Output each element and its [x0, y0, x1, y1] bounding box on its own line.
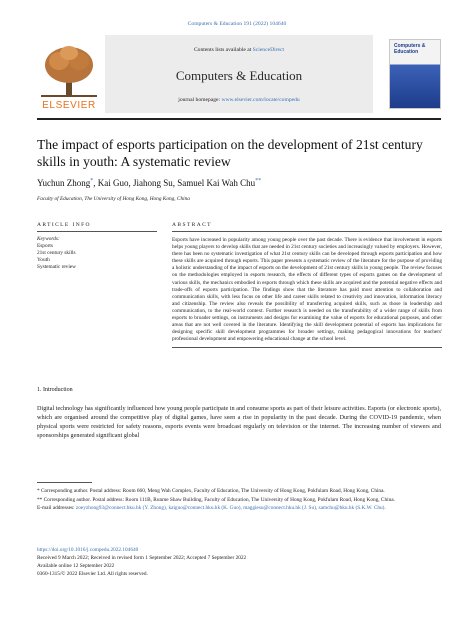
article-info-divider: [37, 231, 157, 232]
author-mark[interactable]: *: [90, 178, 94, 184]
author-mark-2[interactable]: **: [255, 178, 262, 184]
footnote-divider: [37, 482, 92, 483]
article-info-heading: ARTICLE INFO: [37, 222, 91, 228]
keywords-label: Keywords:: [37, 236, 60, 242]
journal-citation[interactable]: Computers & Education 191 (2022) 104640: [187, 21, 287, 27]
footnote-emails: [37, 505, 441, 513]
journal-name: Computers & Education: [175, 68, 303, 83]
footnote-corresponding-2: ** Corresponding author. Postal address: Room 111B, Runme Shaw Building, Faculty of Education, The University of Hong Kong, Pokfulam Road, Hong Kong, China.: [37, 496, 395, 503]
journal-header: [37, 35, 441, 113]
cover-title: Computers & Education: [394, 43, 426, 55]
abstract-divider: [172, 231, 442, 232]
available-online: Available online 12 September 2022: [37, 563, 115, 569]
keyword-item[interactable]: Systematic review: [37, 264, 76, 270]
author-rest[interactable]: , Kai Guo, Jiahong Su, Samuel Kai Wah Chu: [93, 178, 256, 188]
section-heading-introduction: 1. Introduction: [37, 387, 73, 393]
received-dates: Received 9 March 2022; Received in revised form 1 September 2022; Accepted 7 September 2022: [37, 555, 247, 561]
footnote-corresponding-1: * Corresponding author. Postal address: Room 660, Meng Wah Complex, Faculty of Education, The University of Hong Kong, Pokfulam Road, Hong Kong, China.: [37, 488, 385, 494]
homepage-link[interactable]: www.elsevier.com/locate/compedu: [221, 97, 300, 103]
copyright-line: 0360-1315/© 2022 Elsevier Ltd. All rights reserved.: [37, 571, 148, 577]
header-divider: [37, 118, 441, 120]
elsevier-tree-icon: [37, 43, 101, 99]
contents-line: [105, 47, 373, 53]
journal-info-band: [105, 35, 373, 113]
affiliation: Faculty of Education, The University of Hong Kong, Hong Kong, China: [37, 196, 190, 202]
sciencedirect-link[interactable]: ScienceDirect: [252, 47, 285, 53]
journal-cover-image[interactable]: [389, 39, 441, 109]
abstract-text: Esports have increased in popularity among young people over the past decade. There is evidence that involvement in esports helps young players to develop skills that are needed in 21st century societies and increasingly valued by employers. However, there has been no systematic investigation of what 21st century skills can be developed through esports participation and how these skills are acquired through esports. This paper presents a systematic review of the literature for the purpose of providing a holistic understanding of the impact of esports on the development of 21st century skills in young people. The review focuses on the methodologies employed in esports research, the effects of different types of esports games on the development of various skills, the mechanics embodied in esports through which these skills are acquired and the potential negative effects and trade-offs of esports participation. The findings show that the literature has paid most attention to collaboration and communication skills, with less focus on other life and career skills related to creativity and innovation, information literacy and citizenship. The review also reveals the possibility of transferring acquired skills, such as those in leadership and communication, to the real-world context. Further research is needed on the transferability of a wider range of skills from esports to broader settings, on instruments and designs for examining the value of esports for educational purposes, and other areas that are not well covered in the literature. Identifying the skill development potential of esports has implications for designing specific skill development programmes for broader settings, making pedagogical innovations for teachers' professional development and empowering educational change at the school level.: [172, 237, 442, 343]
introduction-paragraph: Digital technology has significantly influenced how young people participate in and consume sports as part of their leisure activities. Esports (or electronic sports), which are organised around the competitive play of digital games, have seen a rise in popularity in the past decade. During the COVID-19 pandemic, when physical sports were restricted for safety reasons, esports events were broadcast regularly on television or the internet. The increasing number of viewers and sponsorships generated significant global: [37, 405, 441, 439]
homepage-line: [105, 97, 373, 103]
abstract-heading: ABSTRACT: [172, 222, 212, 228]
publisher-name: ELSEVIER: [42, 100, 96, 111]
keyword-item[interactable]: Esports: [37, 243, 53, 249]
footnotes: [37, 488, 441, 514]
doi-link[interactable]: https://doi.org/10.1016/j.compedu.2022.104640: [37, 547, 139, 553]
contents-prefix: Contents lists available at: [193, 47, 253, 53]
elsevier-logo[interactable]: [37, 43, 101, 111]
article-title: The impact of esports participation on the development of 21st century skills in youth: A systematic review: [37, 137, 423, 169]
email-addresses[interactable]: zoeyzhong93@connect.hku.hk (Y. Zhong), kaiguo@connect.hku.hk (K. Guo), maggiesu@connect.hku.hk (J. Su), samchu@hku.hk (S.K.W. Chu).: [75, 505, 386, 512]
email-label: E-mail addresses:: [37, 505, 76, 512]
keyword-item[interactable]: 21st century skills: [37, 250, 76, 256]
author-list: [37, 178, 261, 188]
author-first[interactable]: Yuchun Zhong: [37, 178, 91, 188]
publication-history: [37, 546, 246, 578]
homepage-prefix: journal homepage:: [178, 97, 222, 103]
keyword-item[interactable]: Youth: [37, 257, 50, 263]
abstract-bottom-divider: [172, 347, 442, 348]
